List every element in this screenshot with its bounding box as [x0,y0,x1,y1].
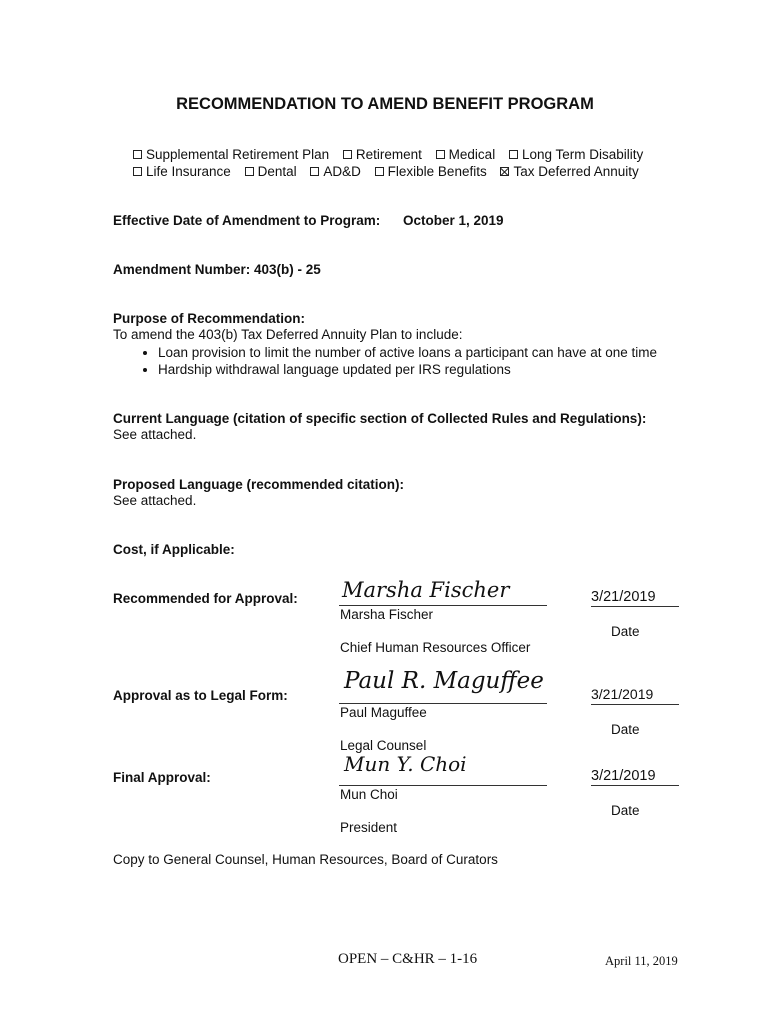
current-language-heading: Current Language (citation of specific section of Collected Rules and Regulations): [113,411,647,426]
date-label: Date [611,803,640,818]
signer-title: President [340,820,398,835]
date-value: 3/21/2019 [591,589,679,607]
amendment-number: Amendment Number: 403(b) - 25 [113,262,321,277]
effective-date-label: Effective Date of Amendment to Program: [113,213,381,228]
footer-date: April 11, 2019 [605,954,678,968]
checkbox-box[interactable] [509,150,518,159]
current-language-text: See attached. [113,427,197,442]
checkbox-box[interactable] [133,150,142,159]
checkbox-supplemental-retirement[interactable] [133,147,329,162]
checkbox-dental[interactable] [245,164,297,179]
checkbox-label: Supplemental Retirement Plan [146,147,330,162]
list-item: • Hardship withdrawal language updated per IRS regulations [158,361,657,378]
legal-approval-label: Approval as to Legal Form: [113,688,288,703]
proposed-language-text: See attached. [113,493,197,508]
checkbox-life-insurance[interactable] [133,164,231,179]
program-checkbox-row-1 [133,147,653,162]
checkbox-box[interactable] [133,167,142,176]
date-value: 3/21/2019 [591,686,679,705]
footer-code: OPEN – C&HR – 1-16 [338,951,478,967]
checkbox-flexible-benefits[interactable] [375,164,487,179]
signature-marsha-fischer: Marsha Fischer [342,578,510,602]
signature-line [339,784,547,786]
checkbox-tax-deferred-annuity[interactable] [500,164,638,179]
page-title: RECOMMENDATION TO AMEND BENEFIT PROGRAM [176,95,594,113]
list-item: • Loan provision to limit the number of active loans a participant can have at one time [158,344,657,361]
checkbox-box[interactable] [310,167,319,176]
checkbox-retirement[interactable] [343,147,422,162]
signature-line [339,702,547,704]
effective-date-value: October 1, 2019 [403,213,504,228]
checkbox-label: Dental [257,164,297,179]
checkbox-box[interactable] [436,150,445,159]
checkbox-box[interactable] [245,167,254,176]
date-label: Date [611,624,640,639]
recommended-approval-label: Recommended for Approval: [113,591,298,606]
signer-name: Mun Choi [340,787,398,802]
checkbox-box[interactable] [375,167,384,176]
purpose-intro: To amend the 403(b) Tax Deferred Annuity Plan to include: [113,327,463,342]
signature-paul-maguffee: Paul R. Maguffee [344,668,544,694]
date-value: 3/21/2019 [591,768,679,786]
purpose-bullet-list [113,344,657,378]
checkbox-label: Tax Deferred Annuity [513,164,639,179]
checkbox-label: Retirement [355,147,422,162]
signer-name: Paul Maguffee [340,705,427,720]
checkbox-label: Long Term Disability [521,147,644,162]
checkbox-box-checked[interactable] [500,167,509,176]
checkbox-box[interactable] [343,150,352,159]
proposed-language-heading: Proposed Language (recommended citation): [113,477,405,492]
checkbox-add[interactable] [310,164,361,179]
signature-line [339,604,547,606]
purpose-heading: Purpose of Recommendation: [113,311,306,326]
checkbox-label: Life Insurance [146,164,231,179]
checkbox-label: Flexible Benefits [387,164,487,179]
final-approval-label: Final Approval: [113,770,211,785]
checkbox-label: Medical [448,147,496,162]
checkbox-long-term-disability[interactable] [509,147,643,162]
signer-name: Marsha Fischer [340,607,434,622]
signer-title: Legal Counsel [340,738,427,753]
checkbox-medical[interactable] [436,147,496,162]
program-checkbox-row-2 [133,164,649,179]
copy-to-text: Copy to General Counsel, Human Resources, Board of Curators [113,852,498,867]
signature-mun-choi: Mun Y. Choi [344,752,467,776]
date-label: Date [611,722,640,737]
signer-title: Chief Human Resources Officer [340,640,531,655]
cost-label: Cost, if Applicable: [113,542,235,557]
checkbox-label: AD&D [323,164,361,179]
